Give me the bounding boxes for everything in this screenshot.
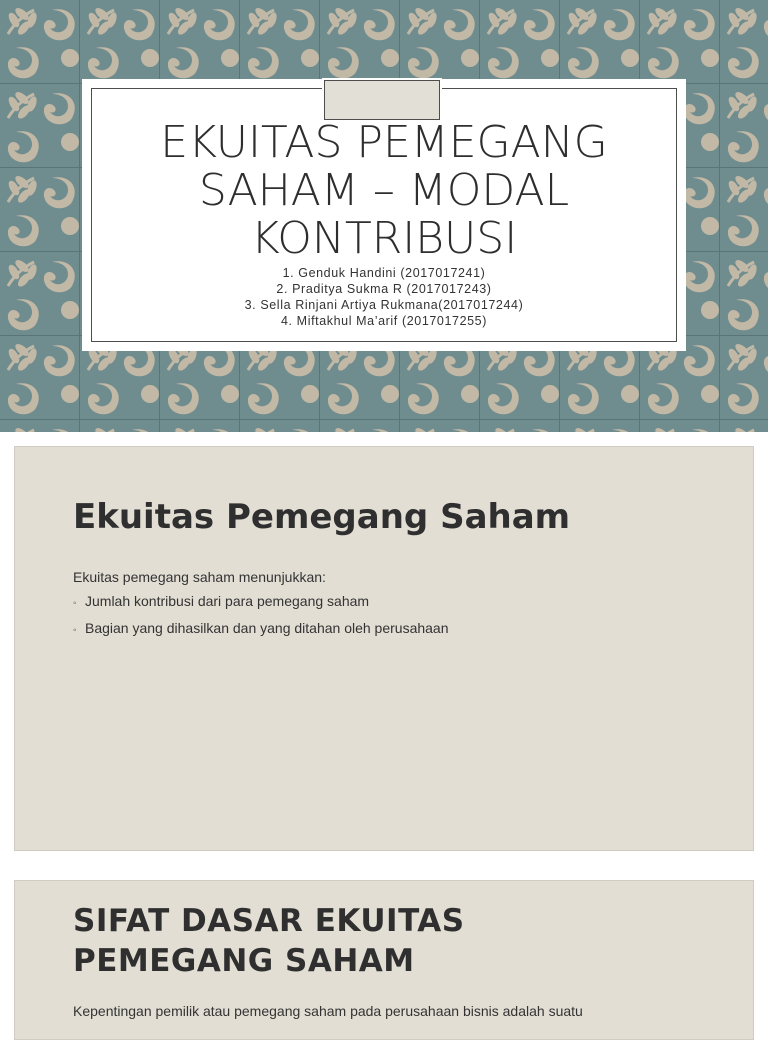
bullet-text: Jumlah kontribusi dari para pemegang saham <box>85 593 370 609</box>
bullet-text: Bagian yang dihasilkan dan yang ditahan oleh perusahaan <box>85 620 449 636</box>
title-card <box>82 79 686 351</box>
slide-body <box>73 565 449 643</box>
author-list <box>82 265 686 329</box>
author-item: 3. Sella Rinjani Artiya Rukmana(2017017244) <box>244 298 524 312</box>
bullet-list <box>73 589 449 643</box>
intro-text: Ekuitas pemegang saham menunjukkan: <box>73 569 326 585</box>
slide-body: Kepentingan pemilik atau pemegang saham pada perusahaan bisnis adalah suatu <box>73 1003 583 1019</box>
presentation-title <box>82 119 686 263</box>
bullet-item <box>73 589 449 616</box>
title-line-1: EKUITAS PEMEGANG <box>160 117 608 168</box>
title-slide <box>0 0 768 432</box>
author-item: 2. Praditya Sukma R (2017017243) <box>276 282 492 296</box>
title-line-3: KONTRIBUSI <box>250 213 518 264</box>
author-item: 4. Miftakhul Ma’arif (2017017255) <box>280 314 487 328</box>
circle-bullet-icon: ◦ <box>73 598 77 609</box>
slide-ekuitas-pemegang-saham <box>14 446 754 851</box>
title-card-tab <box>322 78 442 122</box>
slide-heading: Ekuitas Pemegang Saham <box>73 497 571 537</box>
bullet-item <box>73 616 449 643</box>
title-line-2: SAHAM – MODAL <box>198 165 570 216</box>
author-item: 1. Genduk Handini (2017017241) <box>282 266 486 280</box>
circle-bullet-icon: ◦ <box>73 625 77 636</box>
slide-sifat-dasar <box>14 880 754 1040</box>
slide-heading: SIFAT DASAR EKUITAS PEMEGANG SAHAM <box>73 903 465 979</box>
